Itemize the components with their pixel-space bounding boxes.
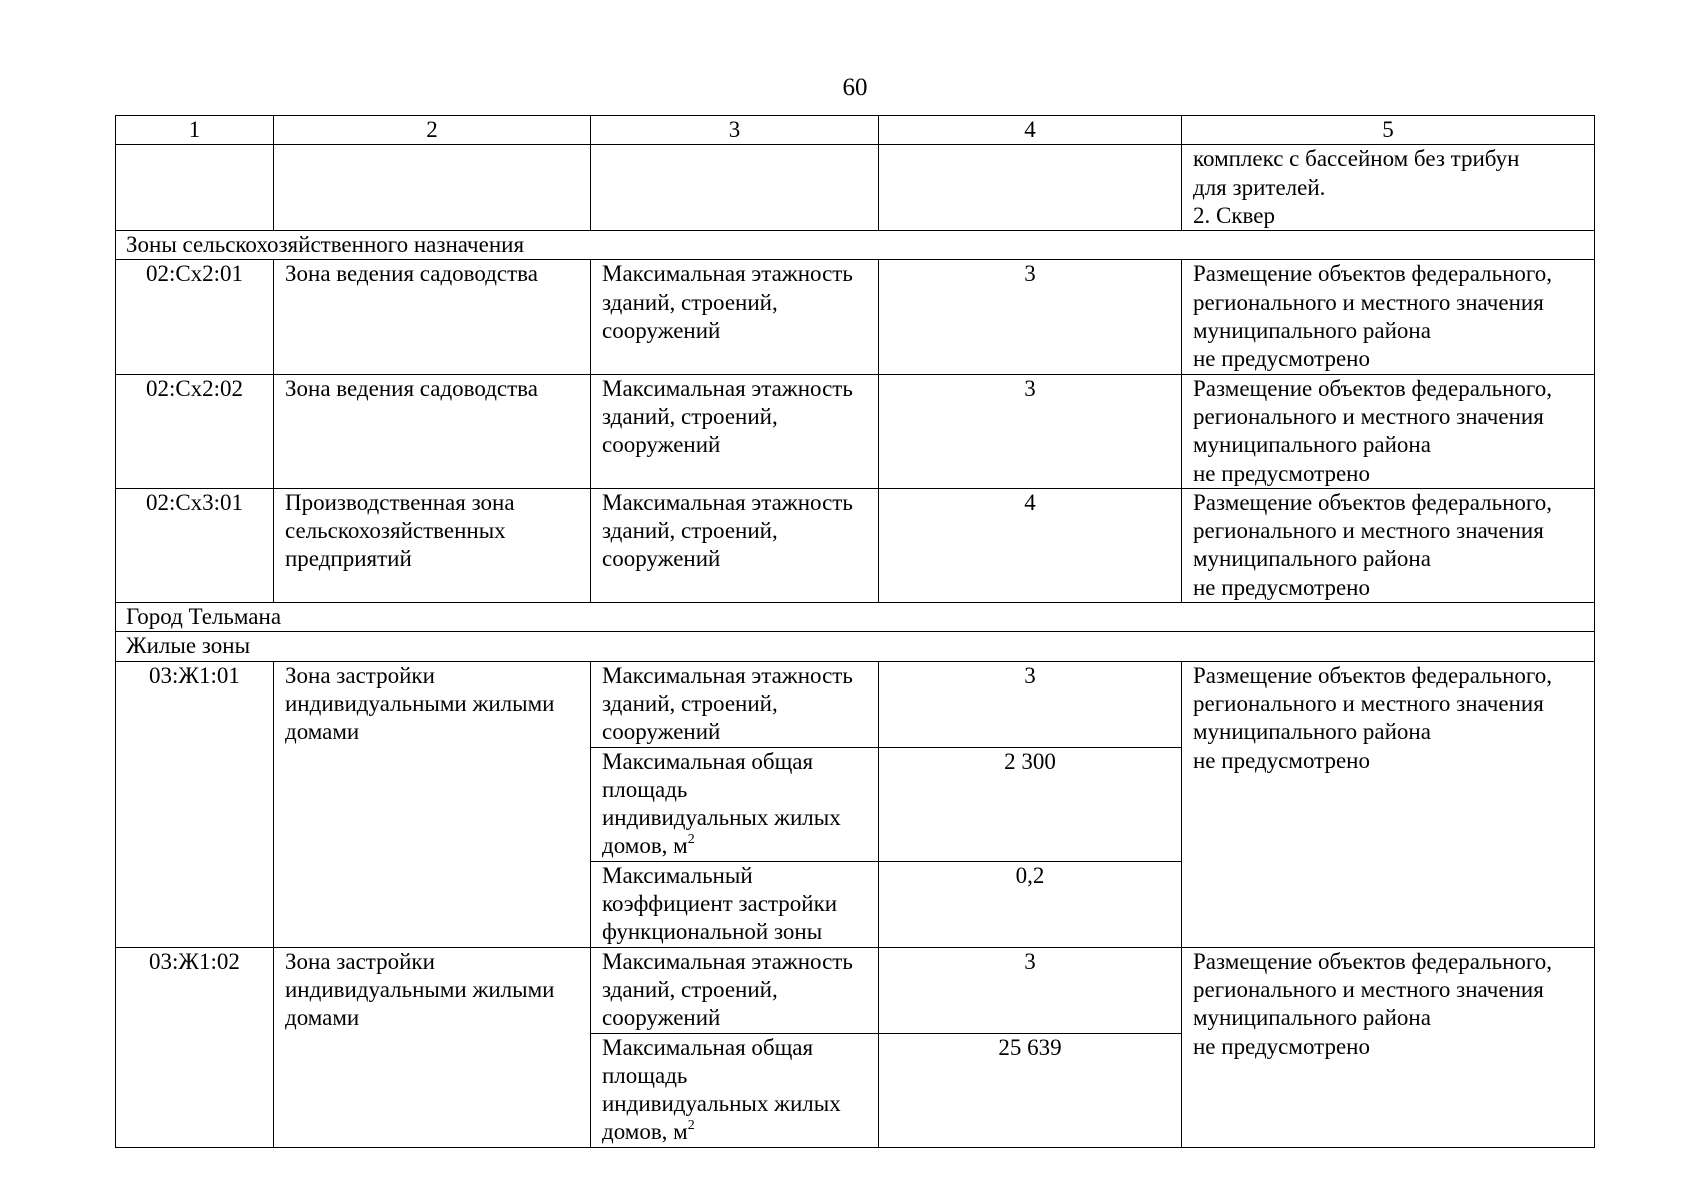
table-header-row [116,116,1595,145]
text-line: площадь [602,1062,688,1088]
page-number: 60 [842,74,868,101]
text-line: муниципального района [1193,318,1431,344]
text-line: зданий, строений, [602,690,778,716]
parameter-name [591,747,879,861]
placement-note [1182,947,1595,1147]
text-line: Максимальная этажность [602,489,853,515]
placement-note [1182,488,1595,602]
zone-name [274,661,591,947]
text-line: Размещение объектов федерального, [1193,948,1552,974]
text-line: Зона ведения садоводства [285,261,538,287]
section-title-city: Город Тельмана [116,603,1595,632]
text-line: регионального и местного значения [1193,518,1544,544]
parameter-value: 2 300 [879,747,1182,861]
text-line: сооружений [602,318,721,344]
text-line: Размещение объектов федерального, [1193,662,1552,688]
cell-empty [591,145,879,231]
zone-code: 02:Сх3:01 [116,488,274,602]
section-row [116,231,1595,260]
text-line: Максимальная этажность [602,948,853,974]
text-line: домами [285,1005,360,1031]
parameter-value: 3 [879,260,1182,374]
text-line: домами [285,719,360,745]
text-line: сооружений [602,1005,721,1031]
text-line: коэффициент застройки [602,891,838,917]
header-col-1: 1 [116,116,274,145]
table-row [116,488,1595,602]
text-line: индивидуальными жилыми [285,976,555,1002]
section-row [116,603,1595,632]
text-line: индивидуальными жилыми [285,690,555,716]
text-line: Максимальная общая [602,748,814,774]
zone-code: 02:Сх2:02 [116,374,274,488]
text-line: Максимальная общая [602,1034,814,1060]
zone-code: 03:Ж1:02 [116,947,274,1147]
zone-name [274,374,591,488]
text-line: Размещение объектов федерального, [1193,375,1552,401]
unit-text: домов, м [602,833,688,859]
unit-text: домов, м [602,1119,688,1145]
parameter-name [591,947,879,1033]
text-line: регионального и местного значения [1193,690,1544,716]
text-line [602,1118,867,1146]
text-line: функциональной зоны [602,919,823,945]
section-title-residential: Жилые зоны [116,632,1595,661]
parameter-name [591,260,879,374]
text-line: 2. Сквер [1193,202,1275,228]
table-row [116,947,1595,1033]
text-line: зданий, строений, [602,289,778,315]
text-line: Размещение объектов федерального, [1193,489,1552,515]
zone-code: 02:Сх2:01 [116,260,274,374]
text-line: Размещение объектов федерального, [1193,261,1552,287]
zone-name [274,488,591,602]
text-line: Производственная зона [285,489,515,515]
header-col-3: 3 [591,116,879,145]
table-row-continuation [116,145,1595,231]
text-line: не предусмотрено [1193,346,1370,372]
text-line: муниципального района [1193,1005,1431,1031]
text-line: зданий, строений, [602,518,778,544]
parameter-value: 0,2 [879,861,1182,947]
header-col-2: 2 [274,116,591,145]
parameter-name [591,661,879,747]
unit-superscript: 2 [687,1117,695,1133]
parameter-value: 3 [879,947,1182,1033]
zone-code: 03:Ж1:01 [116,661,274,947]
zones-table [115,115,1595,1148]
section-title-agri: Зоны сельскохозяйственного назначения [116,231,1595,260]
table-row [116,374,1595,488]
text-line: Максимальная этажность [602,261,853,287]
header-col-4: 4 [879,116,1182,145]
text-line [602,832,867,860]
cell-empty [879,145,1182,231]
text-line: не предусмотрено [1193,747,1370,773]
text-line: сооружений [602,546,721,572]
text-line: комплекс с бассейном без трибун [1193,146,1520,172]
zone-name [274,947,591,1147]
cell-empty [274,145,591,231]
text-line: не предусмотрено [1193,574,1370,600]
placement-note [1182,374,1595,488]
placement-note [1182,661,1595,947]
parameter-value: 25 639 [879,1033,1182,1147]
parameter-name [591,1033,879,1147]
text-line: муниципального района [1193,719,1431,745]
text-line: сооружений [602,719,721,745]
parameter-name [591,488,879,602]
section-row [116,632,1595,661]
text-line: индивидуальных жилых [602,1091,841,1117]
text-line: индивидуальных жилых [602,805,841,831]
text-line: сооружений [602,432,721,458]
zone-name [274,260,591,374]
text-line: зданий, строений, [602,976,778,1002]
text-line: регионального и местного значения [1193,289,1544,315]
parameter-value: 4 [879,488,1182,602]
text-line: Максимальная этажность [602,375,853,401]
text-line: Зона застройки [285,662,435,688]
text-line: муниципального района [1193,546,1431,572]
text-line: регионального и местного значения [1193,976,1544,1002]
cell-empty [116,145,274,231]
text-line: муниципального района [1193,432,1431,458]
parameter-name [591,861,879,947]
text-line: регионального и местного значения [1193,403,1544,429]
unit-superscript: 2 [687,831,695,847]
text-line: Максимальная этажность [602,662,853,688]
parameter-name [591,374,879,488]
text-line: площадь [602,776,688,802]
parameter-value: 3 [879,661,1182,747]
text-line: не предусмотрено [1193,1033,1370,1059]
text-line: сельскохозяйственных [285,518,506,544]
text-line: Зона ведения садоводства [285,375,538,401]
parameter-value: 3 [879,374,1182,488]
placement-note [1182,260,1595,374]
text-line: Зона застройки [285,948,435,974]
text-line: предприятий [285,546,412,572]
text-line: зданий, строений, [602,403,778,429]
continuation-text [1182,145,1595,231]
table-row [116,661,1595,747]
text-line: не предусмотрено [1193,460,1370,486]
text-line: для зрителей. [1193,174,1326,200]
table-row [116,260,1595,374]
text-line: Максимальный [602,862,753,888]
header-col-5: 5 [1182,116,1595,145]
